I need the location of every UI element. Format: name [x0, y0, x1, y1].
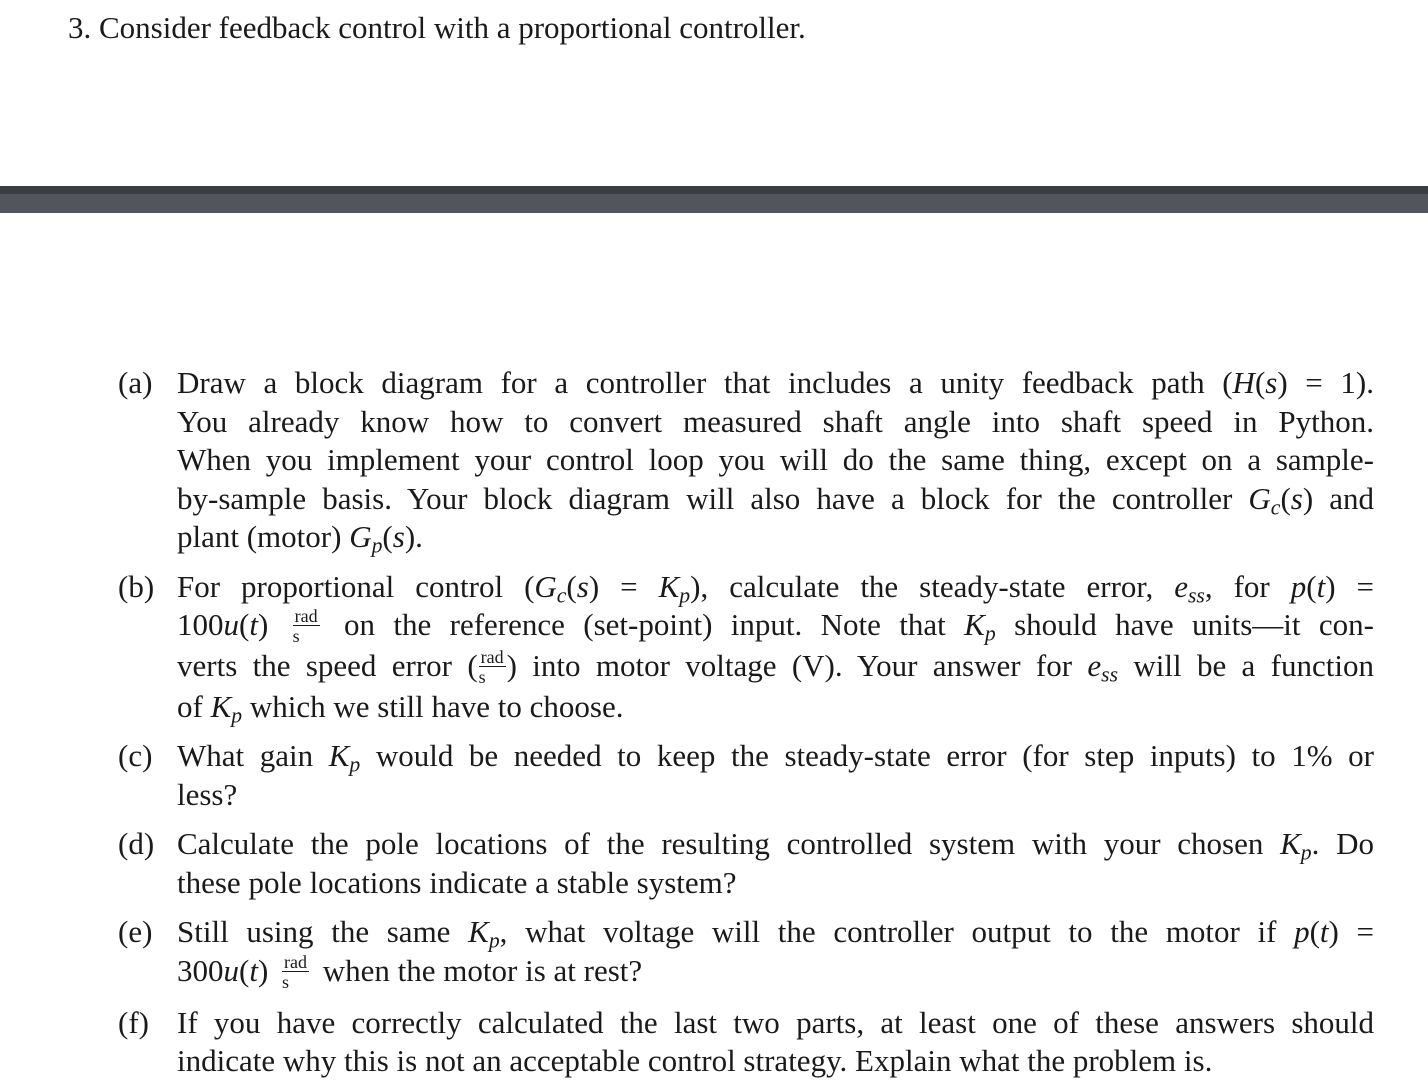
part-label: (d) [118, 826, 155, 862]
problem-heading: 3. Consider feedback control with a proportional controller. [68, 10, 806, 45]
part-text: Draw a block diagram for a controller that includes a unity feedback path (H(s) = 1). You already know how to convert measured shaft angle into shaft speed in Python. When you implement your control loop you will do the same thing, except on a sample- by-sample basis. Your block diagram will also have a block for the controller $G_c(s)$ and plant (motor) $G_p(s)$. [177, 365, 1374, 558]
part-label: (b) [118, 568, 155, 604]
part-text: What gain $K_p$ would be needed to keep the steady-state error (for step inputs) to 1% or less? [177, 738, 1374, 812]
part-text: For proportional control $(G_c(s) = K_p)$, calculate the steady-state error, $e_{ss}$, for p(t) = 100u(t) $\frac{\text{rad}}{s}$ on the reference (set-point) input. Note that $K_p$ should have units—it con- verts the speed error ( $\frac{\text{rad}}{s}$ ) into motor voltage (V). Your answer for $e_{ss}$ will be a function of $K_p$ which we still have to choose. [177, 568, 1374, 728]
part-text: Calculate the pole locations of the resulting controlled system with your chosen $K_p$. Do these pole locations indicate a stable system? [177, 826, 1375, 900]
part-c [118, 737, 1374, 814]
part-label: (e) [118, 914, 153, 950]
part-label: (c) [118, 738, 153, 774]
parts-list [118, 364, 1374, 1092]
part-text: Still using the same $K_p$, what voltage will the controller output to the motor if p(t) = 300u(t) $\frac{\text{rad}}{s}$ when the motor is at rest? [177, 914, 1375, 992]
part-text: If you have correctly calculated the last two parts, at least one of these answers should indicate why this is not an acceptable control strategy. Explain what the problem is. [177, 1004, 1374, 1079]
part-b [118, 568, 1374, 727]
part-label: (a) [118, 365, 153, 400]
part-a [118, 364, 1374, 557]
part-label: (f) [118, 1004, 149, 1040]
part-e [118, 913, 1374, 992]
part-f [118, 1004, 1374, 1081]
redaction-bar [0, 186, 1428, 213]
part-d [118, 825, 1374, 902]
